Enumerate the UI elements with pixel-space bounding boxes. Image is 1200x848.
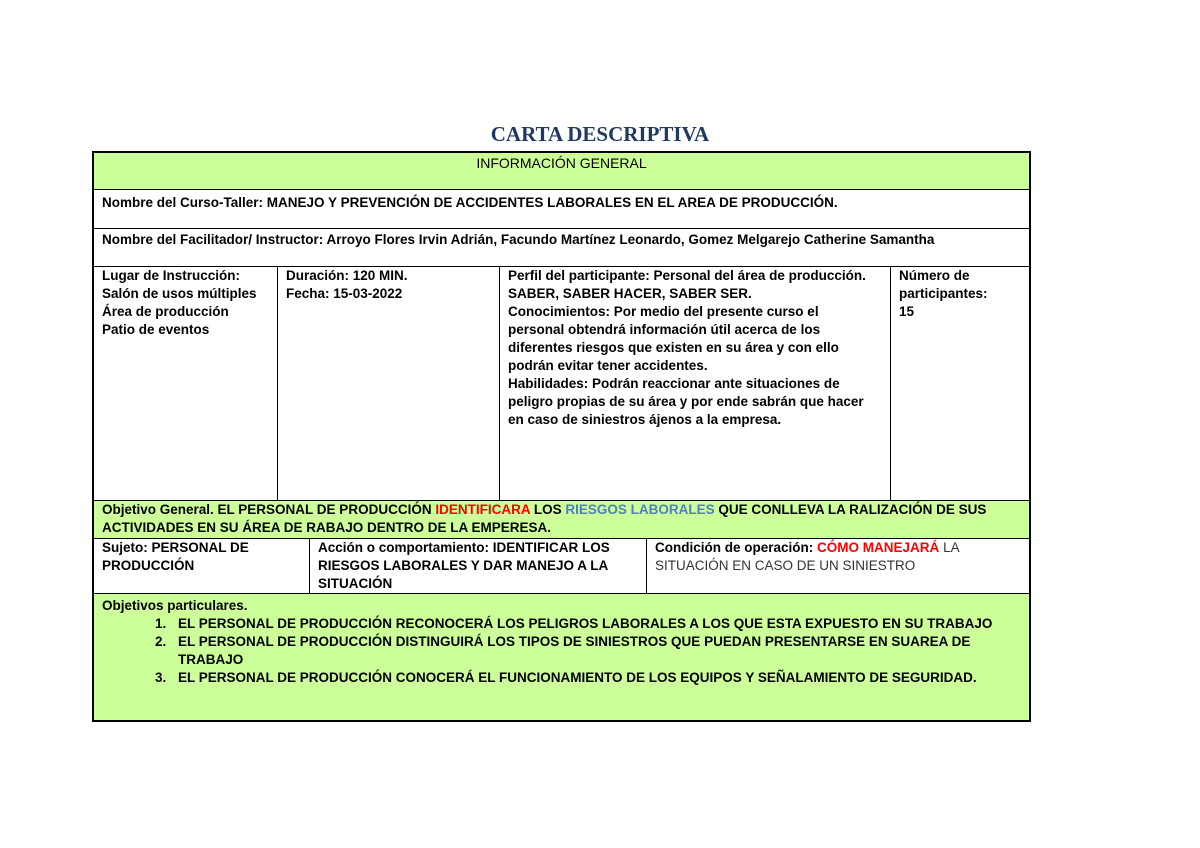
behavior-row <box>94 539 1029 594</box>
general-objective-row <box>94 501 1029 539</box>
general-objective <box>94 501 1029 537</box>
participants-label: Número de participantes: <box>899 268 988 301</box>
knowledge-text: Conocimientos: Por medio del presente curso el personal obtendrá información útil acerca de los diferentes riesgos que existen en su área y con ello podrán evitar tener accidentes. <box>508 304 839 373</box>
details-row <box>94 267 1029 501</box>
general-objective-object: RIESGOS LABORALES <box>565 502 715 517</box>
general-objective-suffix: QUE CONLLEVA LA RALIZACIÓN DE SUS ACTIVIDADES EN SU ÁREA DE RABAJO DENTRO DE LA EMPERESA. <box>102 502 987 535</box>
participant-profile: Perfil del participante: Personal del área de producción. SABER, SABER HACER, SABER SER. <box>508 268 866 301</box>
list-item: 1. EL PERSONAL DE PRODUCCIÓN RECONOCERÁ LOS PELIGROS LABORALES A LOS QUE ESTA EXPUESTO EN SU TRABAJO <box>170 615 1029 633</box>
participants-value: 15 <box>899 304 915 319</box>
subject-cell <box>94 539 310 593</box>
duration-value: Duración: 120 MIN. <box>286 268 408 283</box>
subject-text: Sujeto: PERSONAL DE PRODUCCIÓN <box>102 540 249 573</box>
instruction-place-line-2: Área de producción <box>102 304 229 319</box>
instruction-place-label: Lugar de Instrucción: <box>102 268 241 283</box>
instruction-place-cell <box>94 267 278 500</box>
general-objective-middle: LOS <box>533 502 562 517</box>
action-cell <box>310 539 647 593</box>
general-info-row <box>94 153 1029 190</box>
course-name-row <box>94 190 1029 229</box>
condition-label: Condición de operación: <box>655 540 814 555</box>
descriptive-table <box>92 151 1031 722</box>
particular-objectives-row <box>94 594 1029 720</box>
general-objective-verb: IDENTIFICARA <box>435 502 531 517</box>
facilitator-value: Arroyo Flores Irvin Adrián, Facundo Martínez Leonardo, Gomez Melgarejo Catherine Samantha <box>326 232 935 247</box>
date-value: Fecha: 15-03-2022 <box>286 286 403 301</box>
course-name <box>94 190 1029 212</box>
duration-cell <box>278 267 500 500</box>
condition-rest: LA SITUACIÓN EN CASO DE UN SINIESTRO <box>655 540 959 573</box>
course-name-label: Nombre del Curso-Taller: <box>102 195 264 210</box>
facilitator <box>94 229 1029 249</box>
participant-profile-cell <box>500 267 891 500</box>
instruction-place-line-3: Patio de eventos <box>102 322 210 337</box>
facilitator-row <box>94 229 1029 267</box>
particular-objectives-label: Objetivos particulares. <box>102 598 248 613</box>
action-text: Acción o comportamiento: IDENTIFICAR LOS RIESGOS LABORALES Y DAR MANEJO A LA SITUACIÓN <box>318 540 610 591</box>
course-name-value: MANEJO Y PREVENCIÓN DE ACCIDENTES LABORALES EN EL AREA DE PRODUCCIÓN. <box>266 195 838 210</box>
instruction-place-line-1: Salón de usos múltiples <box>102 286 257 301</box>
particular-objectives-list <box>94 615 1029 687</box>
general-info-header: INFORMACIÓN GENERAL <box>476 155 647 171</box>
skills-text: Habilidades: Podrán reaccionar ante situaciones de peligro propias de su área y por ende sabrán que hacer en caso de siniestros ájenos a la empresa. <box>508 376 864 427</box>
facilitator-label: Nombre del Facilitador/ Instructor: <box>102 232 324 247</box>
general-objective-prefix: Objetivo General. EL PERSONAL DE PRODUCCIÓN <box>102 502 432 517</box>
document-title: CARTA DESCRIPTIVA <box>490 122 710 146</box>
participants-cell <box>891 267 1029 500</box>
list-item: 3. EL PERSONAL DE PRODUCCIÓN CONOCERÁ EL FUNCIONAMIENTO DE LOS EQUIPOS Y SEÑALAMIENTO DE SEGURIDAD. <box>170 669 1029 687</box>
list-item: 2. EL PERSONAL DE PRODUCCIÓN DISTINGUIRÁ LOS TIPOS DE SINIESTROS QUE PUEDAN PRESENTARSE EN SUAREA DE TRABAJO <box>170 633 1029 669</box>
condition-highlight: CÓMO MANEJARÁ <box>817 540 940 555</box>
condition-cell <box>647 539 1029 593</box>
